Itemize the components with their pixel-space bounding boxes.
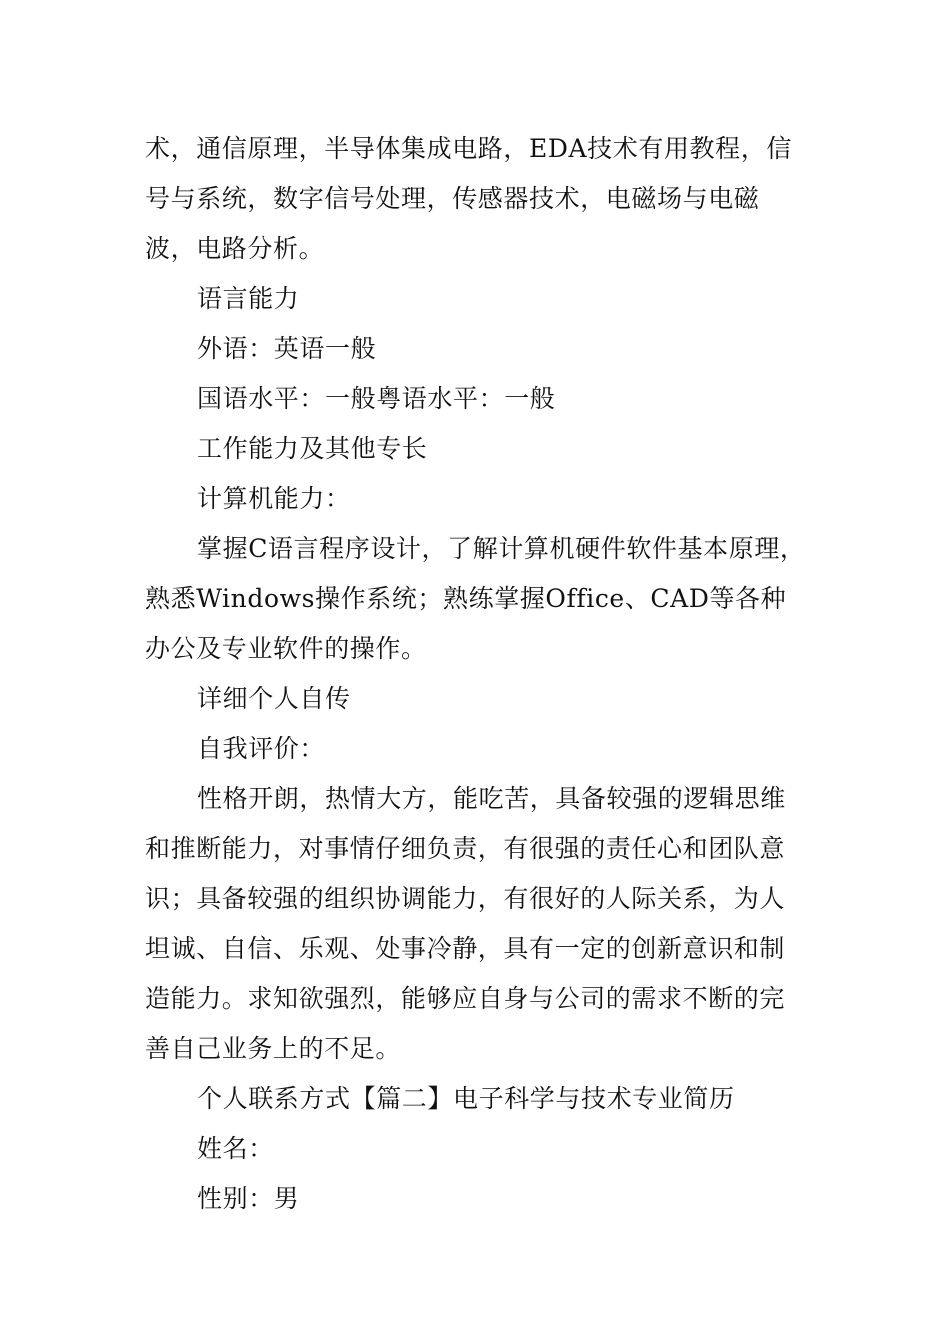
paragraph-mandarin-cantonese-level: 国语水平：一般粤语水平：一般 xyxy=(197,384,556,413)
paragraph-course-list-continued: 术，通信原理，半导体集成电路，EDA技术有用教程，信号与系统，数字信号处理，传感器技术，电磁场与电磁波，电路分析。 xyxy=(145,134,792,263)
heading-work-ability: 工作能力及其他专长 xyxy=(197,434,428,463)
heading-language-ability: 语言能力 xyxy=(197,284,300,313)
heading-self-evaluation: 自我评价： xyxy=(197,734,326,763)
field-name: 姓名： xyxy=(197,1134,274,1163)
heading-personal-autobiography: 详细个人自传 xyxy=(197,684,351,713)
paragraph-self-evaluation: 性格开朗，热情大方，能吃苦，具备较强的逻辑思维和推断能力，对事情仔细负责，有很强的责任心和团队意识；具备较强的组织协调能力，有很好的人际关系，为人坦诚、自信、乐观、处事冷静，具有一定的创新意识和制造能力。求知欲强烈，能够应自身与公司的需求不断的完善自己业务上的不足。 xyxy=(145,784,786,1063)
heading-contact-resume-two: 个人联系方式【篇二】电子科学与技术专业简历 xyxy=(197,1084,735,1113)
field-gender: 性别：男 xyxy=(197,1184,300,1213)
document-body xyxy=(145,124,810,1224)
heading-computer-ability: 计算机能力： xyxy=(197,484,351,513)
paragraph-foreign-language: 外语：英语一般 xyxy=(197,334,377,363)
paragraph-computer-skills: 掌握C语言程序设计，了解计算机硬件软件基本原理，熟悉Windows操作系统；熟练掌握Office、CAD等各种办公及专业软件的操作。 xyxy=(145,534,806,663)
